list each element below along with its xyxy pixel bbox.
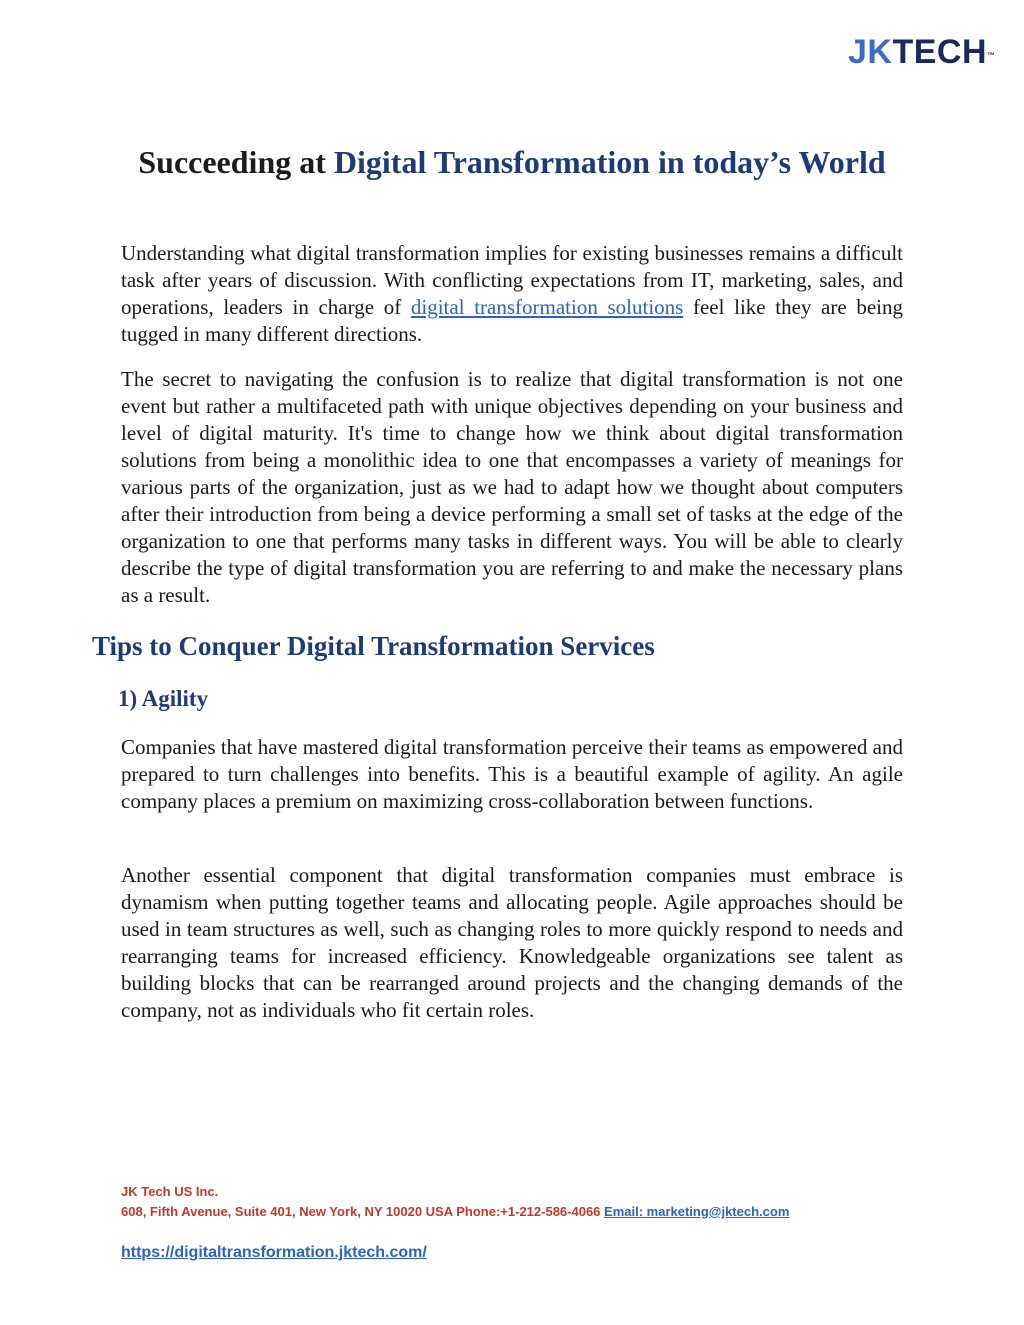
- paragraph-agility: Companies that have mastered digital transformation perceive their teams as empowered and prepared to turn challenges into benefits. This is a beautiful example of agility. An agile company places a premium on maximizing cross-collaboration between functions.: [121, 735, 903, 813]
- title-plain: Succeeding at: [138, 144, 334, 180]
- footer-company: JK Tech US Inc.: [121, 1184, 219, 1199]
- digital-transformation-solutions-link[interactable]: digital transformation solutions: [410, 295, 684, 319]
- intro-paragraph: [121, 240, 903, 348]
- page-title: [100, 140, 924, 184]
- footer-website-link[interactable]: https://digitaltransformation.jktech.com/: [121, 1244, 427, 1261]
- footer-website: [121, 1243, 427, 1263]
- paragraph-navigating-confusion: The secret to navigating the confusion is to realize that digital transformation is not one event but rather a multifaceted path with unique objectives depending on your business and level of digital maturity. It's time to change how we think about digital transformation solutions from being a monolithic idea to one that encompasses a variety of meanings for various parts of the organization, just as we had to adapt how we thought about computers after their introduction from being a device performing a small set of tasks at the edge of the organization to one that performs many tasks in different ways. You will be able to clearly describe the type of digital transformation you are referring to and make the necessary plans as a result.: [121, 367, 903, 607]
- subheading-agility: 1) Agility: [118, 686, 209, 711]
- logo-tech: TECH: [892, 33, 988, 71]
- footer-address-text: 608, Fifth Avenue, Suite 401, New York, NY 10020 USA Phone:+1-212-586-4066: [121, 1204, 605, 1219]
- title-accent: Digital Transformation in today’s World: [333, 144, 886, 180]
- footer-email-link[interactable]: Email: marketing@jktech.com: [604, 1204, 790, 1219]
- logo-jk: JK: [848, 33, 893, 71]
- section-heading: Tips to Conquer Digital Transformation Services: [92, 631, 655, 661]
- intro-text-before: Understanding what digital transformation implies for existing businesses remains a difficult task after years of discussion. With conflicting expectations from IT, marketing, sales, and operations, leaders in charge of: [121, 241, 903, 319]
- jktech-logo: [848, 32, 996, 72]
- intro-text-after: feel like they are being tugged in many different directions.: [121, 295, 904, 346]
- logo-trademark: ™: [987, 51, 996, 60]
- footer-address: [121, 1203, 789, 1220]
- paragraph-dynamism: Another essential component that digital transformation companies must embrace is dynamism when putting together teams and allocating people. Agile approaches should be used in team structures as well, such as changing roles to more quickly respond to needs and rearranging teams for increased efficiency. Knowledgeable organizations see talent as building blocks that can be rearranged around projects and the changing demands of the company, not as individuals who fit certain roles.: [121, 863, 903, 1022]
